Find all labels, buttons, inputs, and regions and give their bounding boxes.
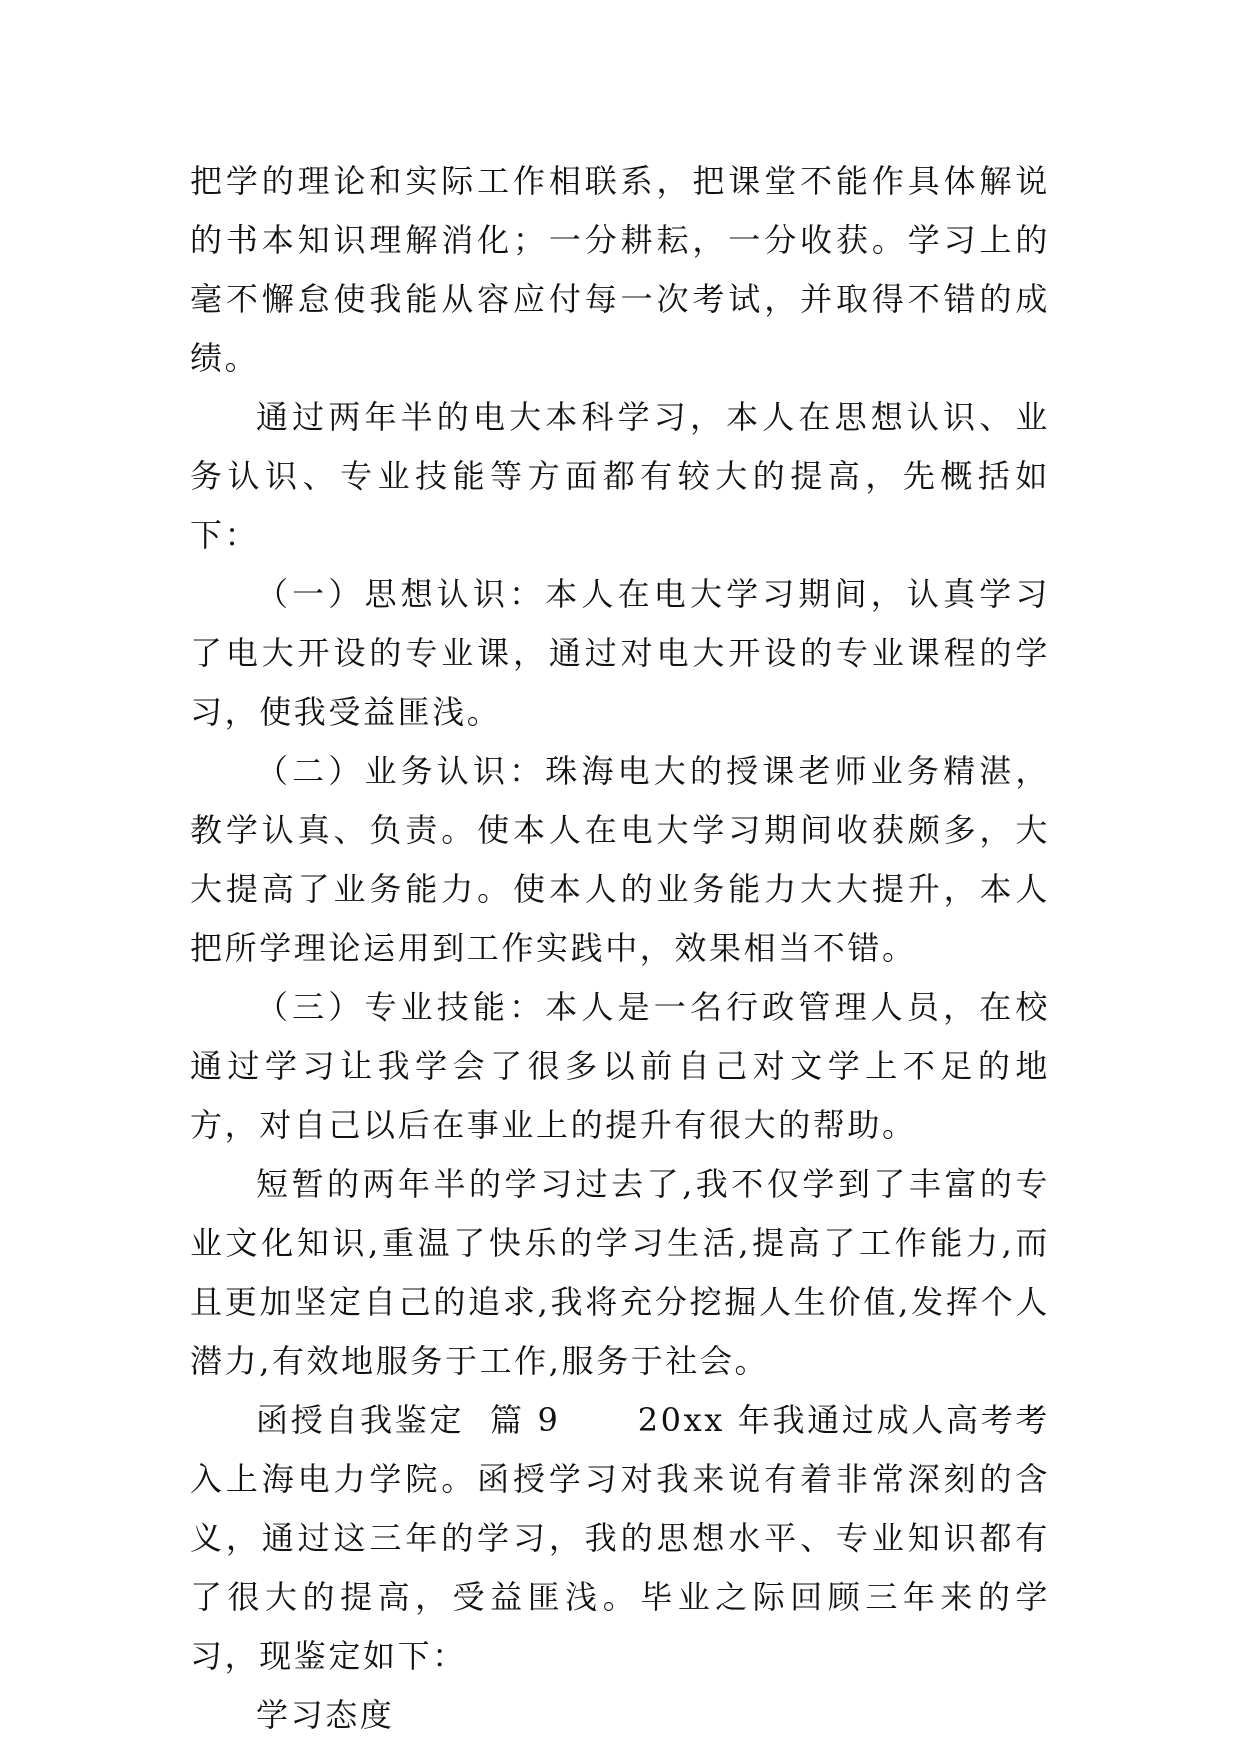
section-heading: 学习态度 — [256, 1696, 395, 1734]
paragraph-summary: 短暂的两年半的学习过去了,我不仅学到了丰富的专业文化知识,重温了快乐的学习生活,提高了工作能力,而且更加坚定自己的追求,我将充分挖掘人生价值,发挥个人潜力,有效地服务于工作,服务于社会。 — [190, 1165, 1050, 1380]
document-body — [190, 152, 1050, 1745]
paragraph-article-9: 函授自我鉴定 篇 9 20xx 年我通过成人高考考入上海电力学院。函授学习对我来说有着非常深刻的含义，通过这三年的学习，我的思想水平、专业知识都有了很大的提高，受益匪浅。毕业之际回顾三年来的学习，现鉴定如下： — [190, 1401, 1050, 1675]
paragraph-continuation: 把学的理论和实际工作相联系，把课堂不能作具体解说的书本知识理解消化；一分耕耘，一分收获。学习上的毫不懈怠使我能从容应付每一次考试，并取得不错的成绩。 — [190, 162, 1050, 377]
paragraph-thought: （一）思想认识：本人在电大学习期间，认真学习了电大开设的专业课，通过对电大开设的专业课程的学习，使我受益匪浅。 — [190, 575, 1050, 731]
paragraph-skills: （三）专业技能：本人是一名行政管理人员，在校通过学习让我学会了很多以前自己对文学上不足的地方，对自己以后在事业上的提升有很大的帮助。 — [190, 988, 1050, 1144]
paragraph-business: （二）业务认识：珠海电大的授课老师业务精湛，教学认真、负责。使本人在电大学习期间收获颇多，大大提高了业务能力。使本人的业务能力大大提升，本人把所学理论运用到工作实践中，效果相当不错。 — [190, 752, 1050, 967]
paragraph-overview: 通过两年半的电大本科学习，本人在思想认识、业务认识、专业技能等方面都有较大的提高，先概括如下： — [190, 398, 1050, 554]
